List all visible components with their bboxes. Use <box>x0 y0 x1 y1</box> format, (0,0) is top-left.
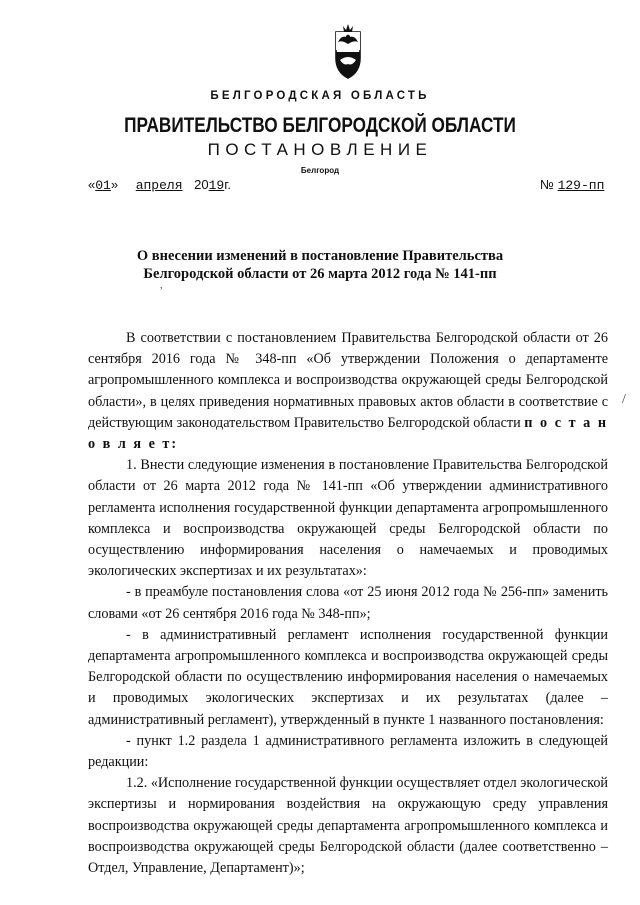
date-year-suffix: г. <box>224 177 231 192</box>
region-name: БЕЛГОРОДСКАЯ ОБЛАСТЬ <box>210 90 430 102</box>
document-body <box>88 328 608 879</box>
paragraph-preamble-change: - в преамбуле постановления слова «от 25 июня 2012 года № 256-пп» заменить словами «от 26 сентября 2016 года № 348-пп»; <box>88 584 608 622</box>
paragraph-item-1: 1. Внести следующие изменения в постановление Правительства Белгородской области от 26 марта 2012 года № 141-пп «Об утверждении административного регламента исполнения государственной функции департамента агропромышленного комплекса и воспроизводства окружающей среды Белгородской области по осуществлению информирования населения о намечаемых и проводимых экологических экспертизах и их результатах»: <box>88 457 608 580</box>
paragraph-preamble <box>88 328 608 455</box>
document-number <box>540 177 604 193</box>
date-month: апреля <box>135 178 183 193</box>
date-year-prefix: 20 <box>194 177 209 192</box>
title-line-1: О внесении изменений в постановление Правительства <box>136 248 504 264</box>
date-close-quote: » <box>110 177 119 192</box>
paragraph-section-change: - пункт 1.2 раздела 1 административного регламента изложить в следующей редакции: <box>88 732 608 771</box>
number-value: 129-пп <box>557 178 605 193</box>
preamble-text: В соответствии с постановлением Правительства Белгородской области от 26 сентября 2016 года № 348-пп «Об утверждении Положения о департаменте агропромышленного комплекса и воспроизводства окружающей среды Белгородской области», в целях приведения нормативных правовых актов области в соответствие с действующим законодательством Правительство Белгородской области <box>88 330 608 431</box>
number-prefix: № <box>540 177 554 192</box>
document-type: ПОСТАНОВЛЕНИЕ <box>207 140 433 159</box>
city-name: Белгород <box>300 166 340 175</box>
margin-mark: / <box>622 392 626 407</box>
document-title <box>90 247 550 283</box>
date-year: 19 <box>208 178 225 193</box>
document-date <box>88 177 231 193</box>
date-open-quote: « <box>88 177 96 192</box>
belgorod-coat-of-arms <box>326 20 370 80</box>
paragraph-new-wording: 1.2. «Исполнение государственной функции осуществляет отдел экологической экспертизы и нормирования воздействия на окружающую среду управления воспроизводства окружающей среды департамента агропромышленного комплекса и воспроизводства окружающей среды Белгородской области (далее соответственно – Отдел, Управление, Департамент)»; <box>88 775 609 877</box>
title-line-2: Белгородской области от 26 марта 2012 года № 141-пп <box>143 266 497 282</box>
date-day: 01 <box>95 178 111 193</box>
paragraph-regulation-change: - в административный регламент исполнения государственной функции департамента агропромышленного комплекса и воспроизводства окружающей среды Белгородской области по осуществлению информирования населения о намечаемых и проводимых экологических экспертизах и их результатах (далее – административный регламент), утвержденный в пункте 1 названного постановления: <box>88 626 608 728</box>
stray-mark: , <box>160 280 163 291</box>
government-name: ПРАВИТЕЛЬСТВО БЕЛГОРОДСКОЙ ОБЛАСТИ <box>124 114 516 137</box>
resolves-word: п о с т а н о в л я е т: <box>88 414 608 453</box>
